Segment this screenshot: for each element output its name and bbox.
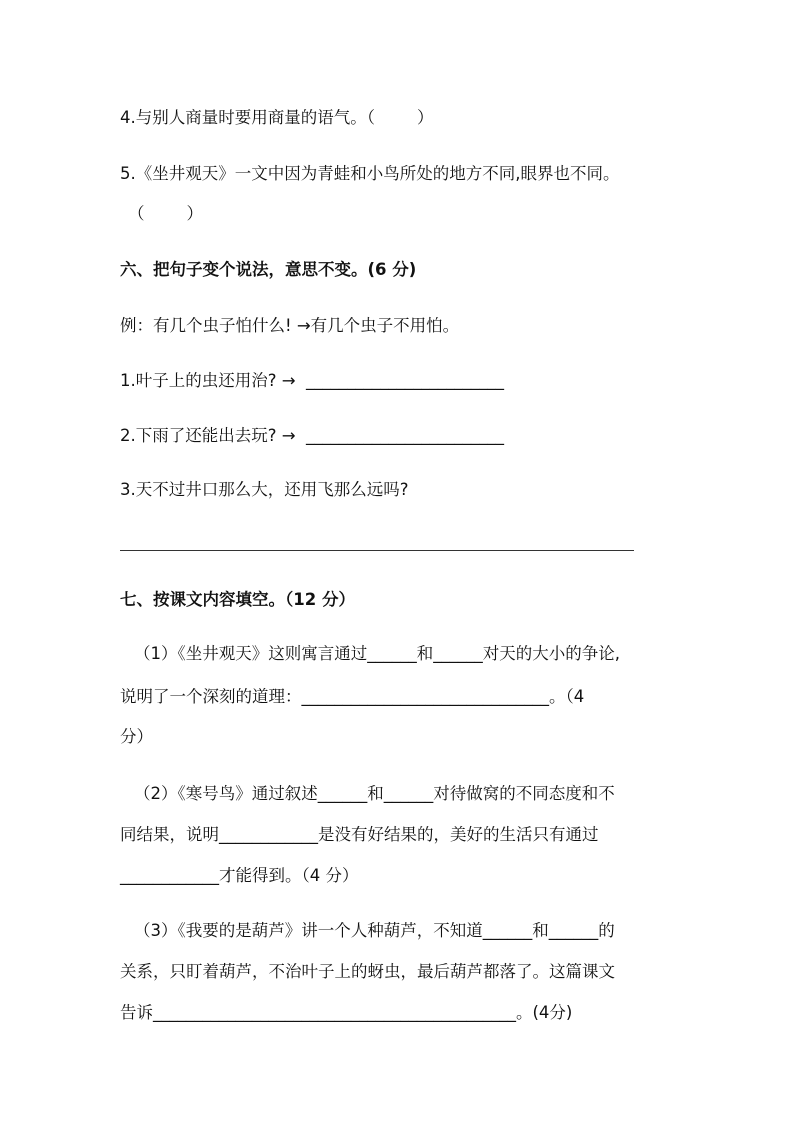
section-7-q1-line1: （1）《坐井观天》这则寓言通过______和______对天的大小的争论, [134, 644, 620, 663]
section-7-q3-line3: 告诉____________________________________________。(4分) [120, 1003, 573, 1022]
section-7-q3-line1: （3）《我要的是葫芦》讲一个人种葫芦，不知道______和______的 [134, 921, 615, 940]
section-6-item-3: 3.天不过井口那么大，还用飞那么远吗? [120, 480, 409, 499]
section-7-q1-line3: 分） [120, 727, 153, 746]
question-5-answer-blank: （ ） [128, 204, 203, 223]
section-6-example: 例：有几个虫子怕什么! →有几个虫子不用怕。 [120, 316, 460, 335]
question-4: 4.与别人商量时要用商量的语气。（ ） [120, 108, 434, 127]
section-7-q2-line2: 同结果，说明____________是没有好结果的，美好的生活只有通过 [120, 825, 599, 844]
section-6-item-1: 1.叶子上的虫还用治? → ________________________ [120, 371, 505, 390]
section-6-item-2: 2.下雨了还能出去玩? → ________________________ [120, 426, 505, 445]
section-7-q2-line3: ____________才能得到。（4 分） [120, 866, 359, 885]
section-7-heading: 七、按课文内容填空。（12 分） [120, 590, 355, 609]
answer-line [120, 550, 634, 551]
section-6-heading: 六、把句子变个说法，意思不变。(6 分) [120, 260, 417, 279]
section-7-q2-line1: （2）《寒号鸟》通过叙述______和______对待做窝的不同态度和不 [134, 784, 615, 803]
section-7-q1-line2: 说明了一个深刻的道理：______________________________。（4 [120, 687, 585, 706]
question-5: 5.《坐井观天》一文中因为青蛙和小鸟所处的地方不同,眼界也不同。 [120, 164, 620, 183]
section-7-q3-line2: 关系，只盯着葫芦，不治叶子上的蚜虫，最后葫芦都落了。这篇课文 [120, 962, 615, 981]
